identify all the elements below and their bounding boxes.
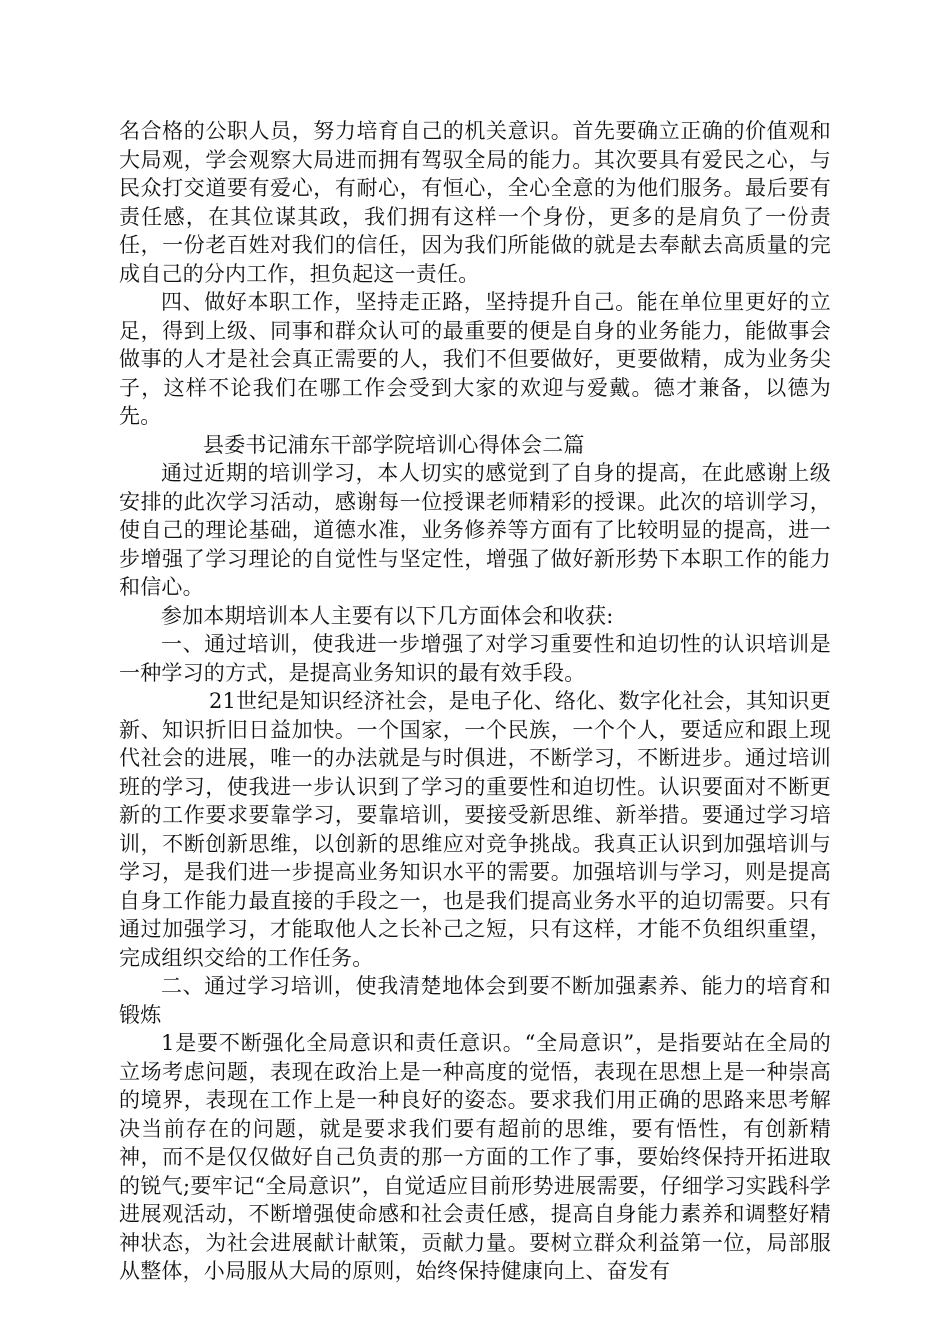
paragraph-gains-intro: 参加本期培训本人主要有以下几方面体会和收获:: [161, 603, 614, 628]
paragraph-training-summary: 通过近期的培训学习，本人切实的感觉到了自身的提高，在此感谢上级安排的此次学习活动，感谢每一位授课老师精彩的授课。此次的培训学习，使自己的理论基础，道德水准，业务修养等方面有了比较明显的提高，进一步增强了学习理论的自觉性与坚定性，增强了做好新形势下本职工作的能力和信心。: [119, 461, 831, 599]
section-title: 县委书记浦东干部学院培训心得体会二篇: [203, 432, 585, 457]
document-page: [119, 117, 831, 1286]
paragraph-knowledge-economy: 21世纪是知识经济社会，是电子化、络化、数字化社会，其知识更新、知识折旧日益加快。一个国家，一个民族，一个个人，要适应和跟上现代社会的进展，唯一的办法就是与时俱进，不断学习，不断进步。通过培训班的学习，使我进一步认识到了学习的重要性和迫切性。认识要面对不断更新的工作要求要靠学习，要靠培训，要接受新思维、新举措。要通过学习培训，不断创新思维，以创新的思维应对竞争挑战。我真正认识到加强培训与学习，是我们进一步提高业务知识水平的需要。加强培训与学习，则是提高自身工作能力最直接的手段之一，也是我们提高业务水平的迫切需要。只有通过加强学习，才能取他人之长补己之短，只有这样，才能不负组织重望，完成组织交给的工作任务。: [119, 689, 831, 970]
paragraph-global-awareness: 1是要不断强化全局意识和责任意识。“全局意识”，是指要站在全局的立场考虑问题，表现在政治上是一种高度的觉悟，表现在思想上是一种崇高的境界，表现在工作上是一种良好的姿态。要求我们用正确的思路来思考解决当前存在的问题，就是要求我们要有超前的思维，要有悟性，有创新精神，而不是仅仅做好自己负责的那一方面的工作了事，要始终保持开拓进取的锐气;要牢记“全局意识”，自觉适应目前形势进展需要，仔细学习实践科学进展观活动，不断增强使命感和社会责任感，提高自身能力素养和调整好精神状态，为社会进展献计献策，贡献力量。要树立群众利益第一位，局部服从整体，小局服从大局的原则，始终保持健康向上、奋发有: [119, 1031, 831, 1283]
paragraph-point-two: 二、通过学习培训，使我清楚地体会到要不断加强素养、能力的培育和锻炼: [119, 974, 831, 1027]
paragraph-intro-continued: 名合格的公职人员，努力培育自己的机关意识。首先要确立正确的价值观和大局观，学会观察大局进而拥有驾驭全局的能力。其次要具有爱民之心，与民众打交道要有爱心，有耐心，有恒心，全心全意的为他们服务。最后要有责任感，在其位谋其政，我们拥有这样一个身份，更多的是肩负了一份责任，一份老百姓对我们的信任，因为我们所能做的就是去奉献去高质量的完成自己的分内工作，担负起这一责任。: [119, 119, 831, 286]
paragraph-point-one: 一、通过培训，使我进一步增强了对学习重要性和迫切性的认识培训是一种学习的方式，是提高业务知识的最有效手段。: [119, 632, 831, 685]
paragraph-point-four: 四、做好本职工作，坚持走正路，坚持提升自己。能在单位里更好的立足，得到上级、同事和群众认可的最重要的便是自身的业务能力，能做事会做事的人才是社会真正需要的人，我们不但要做好，更要做精，成为业务尖子，这样不论我们在哪工作会受到大家的欢迎与爱戴。德才兼备，以德为先。: [119, 290, 831, 428]
